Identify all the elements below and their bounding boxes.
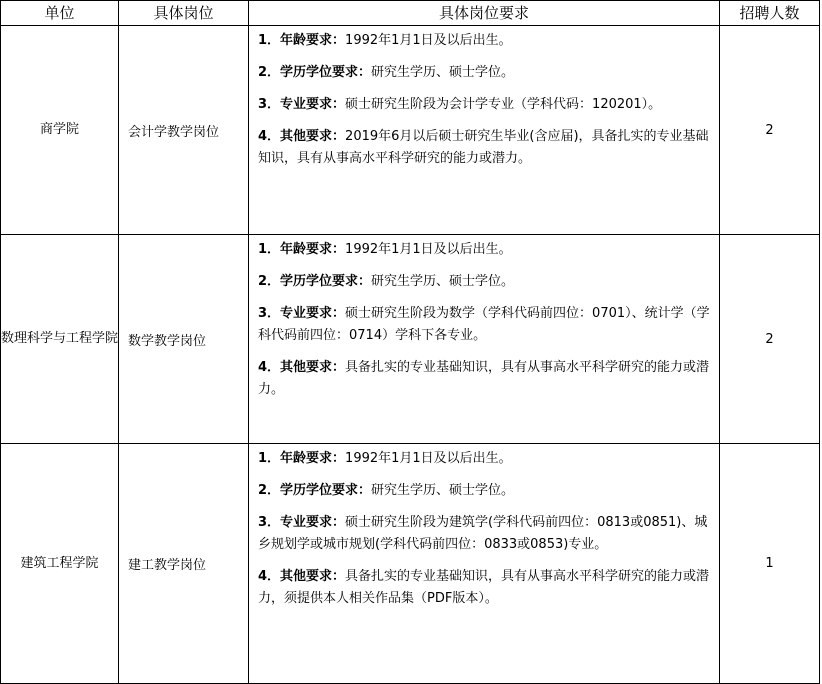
requirement-text: 硕士研究生阶段为数学（学科代码前四位：0701）、统计学（学科代码前四位：0714）学科下各专业。: [258, 306, 710, 343]
table-row: [1, 444, 820, 684]
requirement-text: 硕士研究生阶段为会计学专业（学科代码：120201）。: [345, 97, 662, 112]
requirement-item: [258, 480, 713, 502]
requirement-label: 1．年龄要求：: [258, 33, 346, 48]
header-requirements: 具体岗位要求: [249, 1, 720, 26]
requirement-label: 4．其他要求：: [258, 360, 346, 375]
unit-cell: [1, 444, 119, 684]
requirement-text: 1992年1月1日及以后出生。: [345, 242, 512, 257]
requirement-text: 研究生学历、硕士学位。: [371, 274, 515, 289]
unit-text: 建筑工程学院: [20, 555, 99, 571]
unit-cell: [1, 235, 119, 444]
requirement-label: 2．学历学位要求：: [258, 483, 372, 498]
unit-cell: [1, 26, 119, 235]
requirement-item: [258, 271, 713, 293]
requirement-label: 1．年龄要求：: [258, 451, 346, 466]
requirement-text: 具备扎实的专业基础知识，具有从事高水平科学研究的能力或潜力。: [258, 360, 710, 397]
requirement-item: [258, 94, 713, 116]
requirement-label: 4．其他要求：: [258, 129, 346, 144]
requirements-cell: [249, 26, 720, 235]
position-cell: 建工教学岗位: [119, 444, 249, 684]
requirement-item: [258, 357, 713, 401]
table-row: [1, 235, 820, 444]
requirement-label: 3．专业要求：: [258, 306, 346, 321]
requirement-label: 2．学历学位要求：: [258, 274, 372, 289]
count-cell: 1: [720, 444, 820, 684]
requirement-item: [258, 126, 713, 170]
unit-text: 数理科学与工程学院: [1, 331, 119, 346]
requirement-text: 2019年6月以后硕士研究生毕业(含应届)，具备扎实的专业基础知识，具有从事高水平科学研究的能力或潜力。: [258, 129, 709, 166]
requirement-item: [258, 62, 713, 84]
requirement-item: [258, 448, 713, 470]
requirement-text: 硕士研究生阶段为建筑学(学科代码前四位：0813或0851)、城乡规划学或城市规划(学科代码前四位：0833或0853)专业。: [258, 515, 708, 552]
requirement-label: 4．其他要求：: [258, 569, 346, 584]
requirement-text: 研究生学历、硕士学位。: [371, 483, 515, 498]
position-cell: 会计学教学岗位: [119, 26, 249, 235]
requirement-label: 3．专业要求：: [258, 515, 346, 530]
requirements-cell: [249, 235, 720, 444]
header-position: 具体岗位: [119, 1, 249, 26]
count-cell: 2: [720, 26, 820, 235]
requirement-item: [258, 239, 713, 261]
requirement-label: 3．专业要求：: [258, 97, 346, 112]
requirements-cell: [249, 444, 720, 684]
unit-text: 商学院: [39, 122, 79, 137]
requirement-text: 具备扎实的专业基础知识，具有从事高水平科学研究的能力或潜力，须提供本人相关作品集（PDF版本）。: [258, 569, 710, 606]
requirement-item: [258, 512, 713, 556]
requirement-text: 1992年1月1日及以后出生。: [345, 451, 512, 466]
requirement-item: [258, 303, 713, 347]
requirement-label: 2．学历学位要求：: [258, 65, 372, 80]
header-count: 招聘人数: [720, 1, 820, 26]
requirement-item: [258, 566, 713, 610]
table-header-row: [1, 1, 820, 26]
count-cell: 2: [720, 235, 820, 444]
table-row: [1, 26, 820, 235]
requirement-item: [258, 30, 713, 52]
header-unit: 单位: [1, 1, 119, 26]
requirement-label: 1．年龄要求：: [258, 242, 346, 257]
requirement-text: 1992年1月1日及以后出生。: [345, 33, 512, 48]
position-cell: 数学教学岗位: [119, 235, 249, 444]
requirement-text: 研究生学历、硕士学位。: [371, 65, 515, 80]
